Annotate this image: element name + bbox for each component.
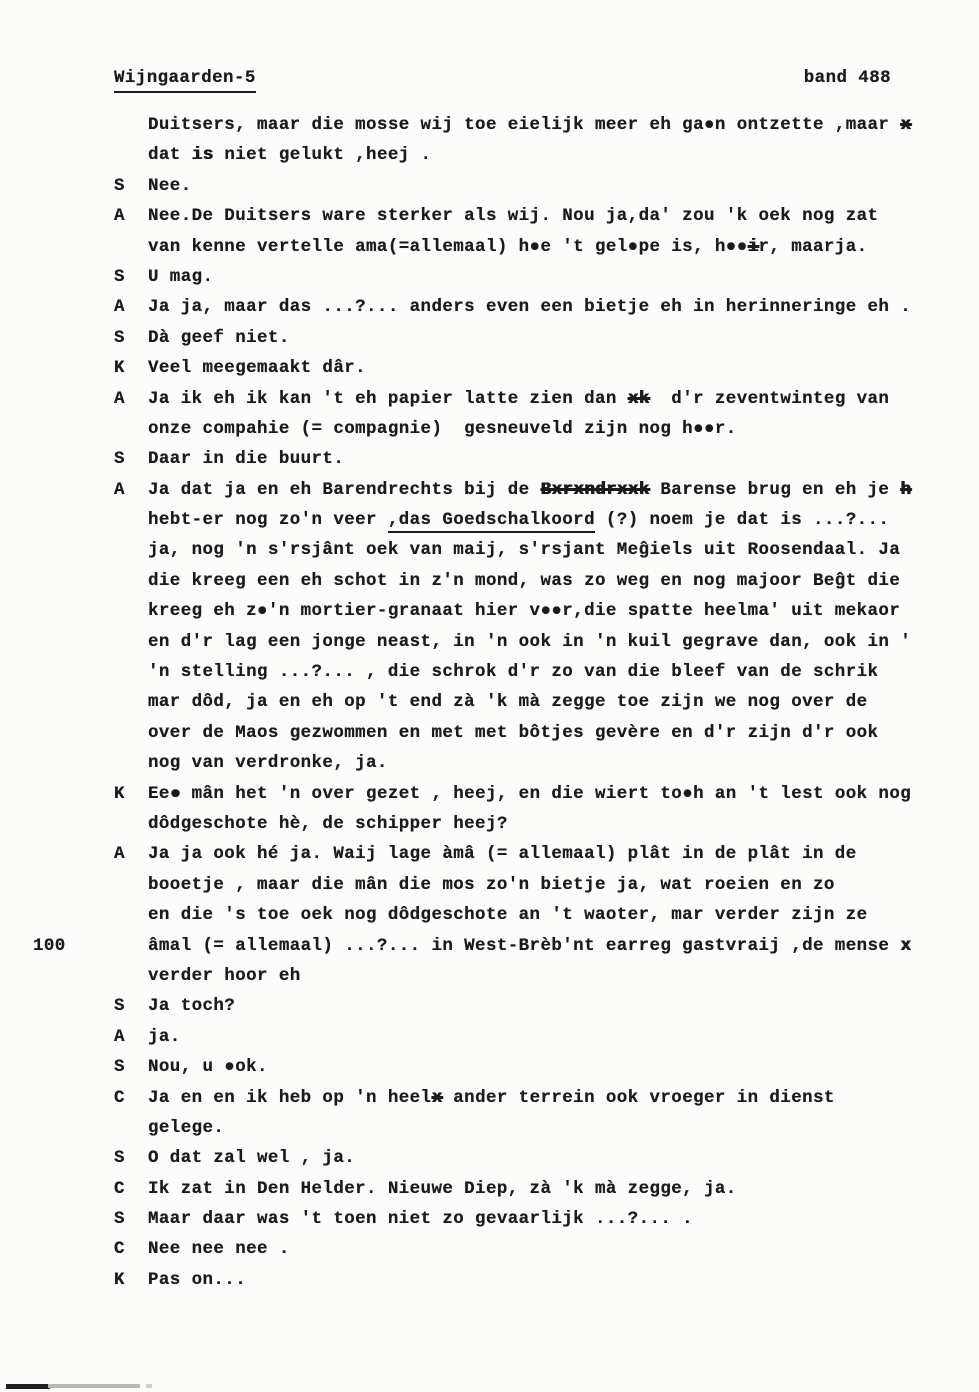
transcript-line [0,718,979,748]
line-number [0,140,114,170]
text-segment: is [191,145,214,166]
text-segment: gelege. [148,1117,225,1138]
transcript-line [0,384,979,414]
text-segment: O dat zal wel , ja. [148,1148,356,1169]
speaker-label: A [114,297,125,318]
line-number [0,991,114,1021]
speaker-label: S [114,175,125,196]
transcript-line [0,1204,979,1234]
utterance-text [148,566,979,596]
speaker-label [114,596,148,626]
text-segment: dôdgeschote hè, de schipper heej? [148,813,508,834]
scan-artifact [146,1384,152,1388]
text-segment: ja. [148,1026,181,1047]
document-title: Wijngaarden-5 [114,68,256,93]
line-number [0,110,114,140]
transcript-line [0,1234,979,1264]
utterance-text [148,475,979,505]
speaker-label: C [114,1178,125,1199]
transcript-line [0,839,979,869]
utterance-text [148,1265,979,1295]
speaker-label [114,718,148,748]
transcript-line [0,961,979,991]
text-segment: en die 's toe oek nog dôdgeschote an 't waoter, mar verder zijn ze [148,905,868,926]
text-segment: âmal (= allemaal) ...?... in West-Brèb'nt earreg gastvraij ,de mense [148,935,901,956]
transcript-line [0,505,979,535]
text-segment: Ja ja, maar das ...?... anders even een bietje eh in herinneringe eh . [148,297,912,318]
transcript-line [0,1174,979,1204]
text-segment: Nee nee nee . [148,1239,290,1260]
transcript-line [0,535,979,565]
transcript-line [0,657,979,687]
speaker-label: A [114,844,125,865]
utterance-text [148,1204,979,1234]
line-number [0,627,114,657]
struck-text: xk [627,388,650,409]
transcript-line [0,809,979,839]
text-segment: Veel meegemaakt dâr. [148,358,367,379]
speaker-label [114,414,148,444]
utterance-text [148,839,979,869]
underlined-text: ,das Goedschalkoord [388,510,595,533]
utterance-text [148,292,979,322]
utterance-text [148,1022,979,1052]
utterance-text [148,961,979,991]
speaker-label [114,870,148,900]
text-segment: Daar in die buurt. [148,449,345,470]
utterance-text [148,1143,979,1173]
utterance-text [148,870,979,900]
transcript-line [0,1265,979,1295]
line-number [0,384,114,414]
scan-artifact [6,1384,50,1389]
line-number [0,262,114,292]
text-segment: Ja en en ik heb op 'n heel [148,1087,432,1108]
utterance-text [148,627,979,657]
line-number [0,657,114,687]
utterance-text [148,262,979,292]
speaker-label: S [114,266,125,287]
line-number [0,475,114,505]
text-segment: Ja ik eh ik kan 't eh papier latte zien dan [148,388,628,409]
utterance-text [148,505,979,535]
line-number [0,353,114,383]
transcript-line [0,1113,979,1143]
speaker-label [114,900,148,930]
speaker-label: S [114,1057,125,1078]
utterance-text [148,1052,979,1082]
text-segment: Maar daar was 't toen niet zo gevaarlijk ...?... . [148,1209,694,1230]
text-segment: Ee [148,783,170,804]
band-number: band 488 [803,68,891,88]
utterance-text [148,110,979,140]
line-number: 100 [33,935,66,956]
line-number [0,566,114,596]
speaker-label [114,627,148,657]
text-segment: Barense brug en eh je [649,479,901,500]
page-header [0,0,979,93]
speaker-label [114,748,148,778]
line-number [0,201,114,231]
speaker-label: K [114,783,125,804]
speaker-label [114,232,148,262]
line-number [0,444,114,474]
line-number [0,1234,114,1264]
utterance-text [148,353,979,383]
transcript-line [0,475,979,505]
speaker-label [114,535,148,565]
struck-text: x [431,1087,443,1108]
text-segment: x [900,935,912,956]
struck-text: i [747,236,759,257]
speaker-label [114,961,148,991]
text-segment: ja, nog 'n s'rsjânt oek van maij, s'rsjant Meĝiels uit Roosendaal. Ja [148,540,901,561]
speaker-label: S [114,449,125,470]
line-number [0,1204,114,1234]
line-number [0,1022,114,1052]
text-segment: r, maarja. [758,236,868,257]
line-number [0,839,114,869]
scan-artifact [48,1384,140,1388]
transcript-line [0,687,979,717]
struck-text: h [900,479,912,500]
transcript-line [0,991,979,1021]
transcript-line [0,900,979,930]
line-number [0,748,114,778]
transcript-line [0,414,979,444]
utterance-text [148,991,979,1021]
speaker-label: C [114,1239,125,1260]
line-number [0,961,114,991]
text-segment: mân het 'n over gezet , heej, en die wiert to●h an 't lest ook nog [180,783,912,804]
transcript-line [0,140,979,170]
text-segment: ander terrein ook vroeger in dienst [442,1087,835,1108]
line-number [0,323,114,353]
utterance-text [148,657,979,687]
transcript-line [0,292,979,322]
transcript-line [0,627,979,657]
struck-text: Bxrxndrxxk [540,479,650,500]
utterance-text [148,323,979,353]
utterance-text [148,384,979,414]
transcript-line [0,323,979,353]
text-segment: U mag. [148,266,214,287]
transcript-line [0,444,979,474]
text-segment: dat [148,145,192,166]
text-segment: van kenne vertelle ama(=allemaal) h●e 't gel●pe is, h●● [148,236,748,257]
text-segment: hebt-er nog zo'n veer [148,510,388,531]
transcript-line [0,1052,979,1082]
text-segment: Nee. [148,175,192,196]
line-number [0,809,114,839]
transcript-line [0,596,979,626]
speaker-label [114,566,148,596]
line-number [0,1143,114,1173]
text-segment: nog van verdronke, ja. [148,753,388,774]
utterance-text [148,1174,979,1204]
text-segment: en d'r lag een jonge neast, in 'n ook in 'n kuil gegrave dan, ook in ' [148,631,912,652]
utterance-text [148,779,979,809]
utterance-text [148,931,979,961]
transcript-line [0,171,979,201]
text-segment: niet gelukt ,heej . [213,145,432,166]
transcript-line [0,232,979,262]
text-segment: booetje , maar die mân die mos zo'n bietje ja, wat roeien en zo [148,874,835,895]
text-segment: Pas on... [148,1269,247,1290]
text-segment: Duitsers, maar die mosse wij toe eielijk meer eh ga●n ontzette ,maar [148,115,901,135]
line-number [0,505,114,535]
text-segment: 'n stelling ...?... , die schrok d'r zo van die bleef van de schrik [148,662,879,683]
line-number [0,171,114,201]
line-number [0,900,114,930]
transcript-line [0,262,979,292]
utterance-text [148,748,979,778]
speaker-label: A [114,206,125,227]
transcript [0,110,979,1295]
speaker-label: A [114,388,125,409]
text-segment: Dà geef niet. [148,327,290,348]
utterance-text [148,232,979,262]
utterance-text [148,1234,979,1264]
line-number [0,535,114,565]
transcript-line [0,110,979,140]
line-number [0,596,114,626]
line-number [0,870,114,900]
speaker-label [114,140,148,170]
speaker-label [114,505,148,535]
text-segment: Nou, u ●ok. [148,1057,268,1078]
speaker-label [114,931,148,961]
utterance-text [148,1113,979,1143]
speaker-label: S [114,1209,125,1230]
utterance-text [148,809,979,839]
transcript-line [0,870,979,900]
text-segment: Ik zat in Den Helder. Nieuwe Diep, zà 'k mà zegge, ja. [148,1178,737,1199]
text-segment: Ja ja ook hé ja. Waij lage àmâ (= allemaal) plât in de plât in de [148,844,857,865]
utterance-text [148,1083,979,1113]
utterance-text [148,687,979,717]
speaker-label [114,657,148,687]
speaker-label: S [114,327,125,348]
speaker-label: S [114,996,125,1017]
text-segment: ● [169,783,181,804]
line-number [0,1083,114,1113]
line-number [0,779,114,809]
utterance-text [148,444,979,474]
line-number [0,1265,114,1295]
speaker-label [114,1113,148,1143]
text-segment: kreeg eh z●'n mortier-granaat hier v●●r,die spatte heelma' uit mekaor [148,601,901,622]
utterance-text [148,414,979,444]
transcript-line [0,353,979,383]
line-number [0,292,114,322]
speaker-label [114,809,148,839]
text-segment: mar dôd, ja en eh op 't end zà 'k mà zegge toe zijn we nog over de [148,692,868,713]
speaker-label [114,687,148,717]
utterance-text [148,201,979,231]
transcript-line [0,779,979,809]
text-segment: Ja dat ja en eh Barendrechts bij de [148,479,541,500]
line-number [0,687,114,717]
utterance-text [148,596,979,626]
line-number [0,718,114,748]
transcript-line [0,1143,979,1173]
utterance-text [148,140,979,170]
speaker-label: K [114,1269,125,1290]
struck-text: x [900,115,912,135]
text-segment: Nee.De Duitsers ware sterker als wij. Nou ja,da' zou 'k oek nog zat [148,206,879,227]
text-segment: over de Maos gezwommen en met met bôtjes gevère en d'r zijn d'r ook [148,722,879,743]
speaker-label: A [114,479,125,500]
text-segment: die kreeg een eh schot in z'n mond, was zo weg en nog majoor Beĝt die [148,570,901,591]
utterance-text [148,718,979,748]
text-segment: d'r zeventwinteg van [649,388,890,409]
text-segment: Ja toch? [148,996,236,1017]
text-segment: verder hoor eh [148,965,301,986]
line-number [0,1174,114,1204]
text-segment: onze compahie (= compagnie) gesneuveld zijn nog h●●r. [148,418,737,439]
utterance-text [148,535,979,565]
transcript-line [0,931,979,961]
utterance-text [148,900,979,930]
speaker-label: K [114,358,125,379]
speaker-label: A [114,1026,125,1047]
line-number [0,1052,114,1082]
line-number [0,232,114,262]
transcript-line [0,566,979,596]
transcript-line [0,1022,979,1052]
transcript-line [0,1083,979,1113]
line-number [0,414,114,444]
utterance-text [148,171,979,201]
speaker-label: C [114,1087,125,1108]
transcript-line [0,201,979,231]
line-number [0,1113,114,1143]
transcript-line [0,748,979,778]
text-segment: (?) noem je dat is ...?... [594,510,890,531]
speaker-label: S [114,1148,125,1169]
speaker-label [114,110,148,140]
